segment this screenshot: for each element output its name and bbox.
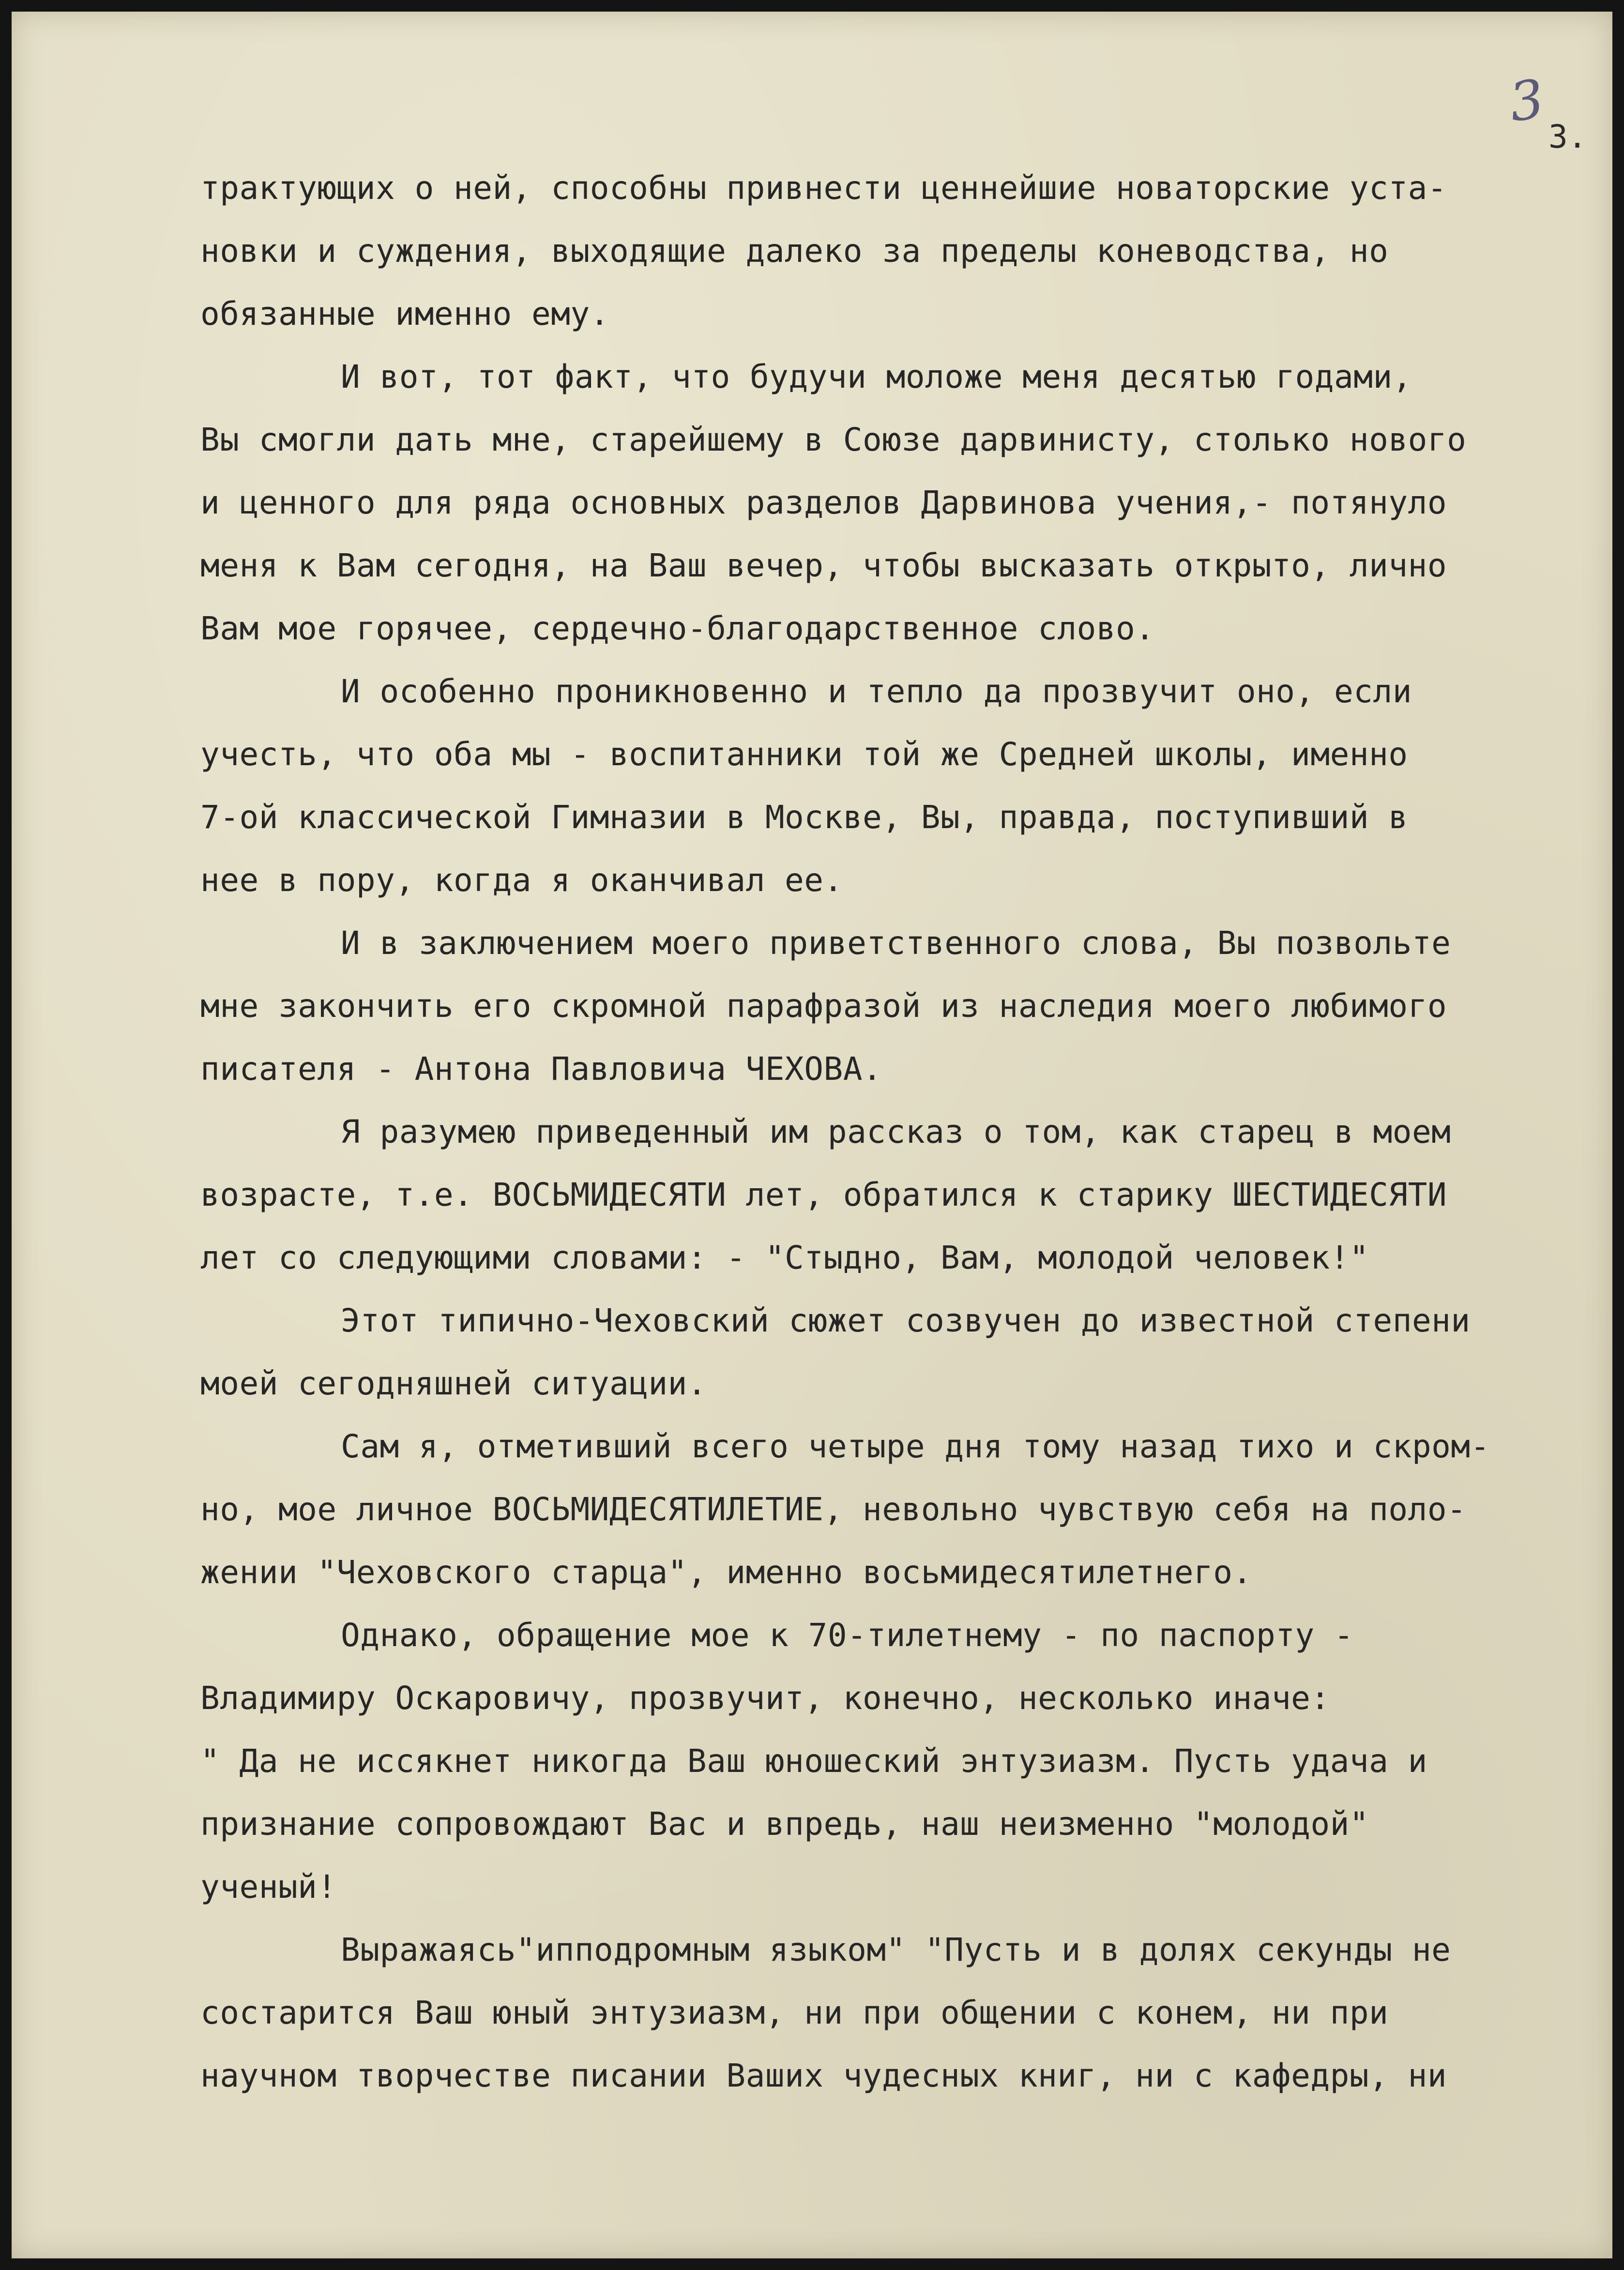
text-line: мне закончить его скромной парафразой из наследия моего любимого bbox=[200, 987, 1447, 1025]
text-line: признание сопровождают Вас и впредь, наш неизменно "молодой" bbox=[200, 1805, 1369, 1843]
body-text bbox=[200, 157, 1604, 2107]
paragraph-start-line: Однако, обращение мое к 70-тилетнему - по паспорту - bbox=[341, 1617, 1354, 1654]
handwritten-folio-number: 3 bbox=[1505, 67, 1548, 134]
text-line: писателя - Антона Павловича ЧЕХОВА. bbox=[200, 1050, 882, 1088]
text-line: Вы смогли дать мне, старейшему в Союзе дарвинисту, столько нового bbox=[200, 421, 1467, 458]
text-line: лет со следующими словами: - "Стыдно, Вам, молодой человек!" bbox=[200, 1239, 1369, 1276]
text-line: " Да не иссякнет никогда Ваш юношеский энтузиазм. Пусть удача и bbox=[200, 1742, 1427, 1780]
text-line: трактующих о ней, способны привнести ценнейшие новаторские уста- bbox=[200, 169, 1447, 207]
paragraph-start-line: И в заключением моего приветственного слова, Вы позвольте bbox=[341, 924, 1451, 962]
text-line: обязанные именно ему. bbox=[200, 295, 609, 333]
paragraph-start-line: Выражаясь"ипподромным языком" "Пусть и в долях секунды не bbox=[341, 1931, 1451, 1968]
text-line: нее в пору, когда я оканчивал ее. bbox=[200, 862, 843, 899]
paragraph-start-line: Сам я, отметивший всего четыре дня тому назад тихо и скром- bbox=[341, 1428, 1490, 1465]
text-line: Владимиру Оскаровичу, прозвучит, конечно, несколько иначе: bbox=[200, 1680, 1330, 1717]
text-line: Вам мое горячее, сердечно-благодарственное слово. bbox=[200, 610, 1155, 647]
text-line: моей сегодняшней ситуации. bbox=[200, 1365, 707, 1402]
text-line: новки и суждения, выходящие далеко за пределы коневодства, но bbox=[200, 232, 1389, 270]
text-line: и ценного для ряда основных разделов Дарвинова учения,- потянуло bbox=[200, 484, 1447, 521]
paragraph-start-line: Я разумею приведенный им рассказ о том, как старец в моем bbox=[341, 1113, 1451, 1150]
text-line: возрасте, т.е. ВОСЬМИДЕСЯТИ лет, обратился к старику ШЕСТИДЕСЯТИ bbox=[200, 1176, 1447, 1213]
paragraph-start-line: Этот типично-Чеховский сюжет созвучен до известной степени bbox=[341, 1302, 1471, 1339]
text-line: учесть, что оба мы - воспитанники той же Средней школы, именно bbox=[200, 736, 1408, 773]
typewritten-page bbox=[12, 12, 1612, 2258]
paragraph-start-line: И особенно проникновенно и тепло да прозвучит оно, если bbox=[341, 673, 1412, 710]
page-number: 3. bbox=[1548, 118, 1587, 155]
text-line: но, мое личное ВОСЬМИДЕСЯТИЛЕТИЕ, невольно чувствую себя на поло- bbox=[200, 1491, 1467, 1528]
text-line: ученый! bbox=[200, 1868, 337, 1906]
paragraph-start-line: И вот, тот факт, что будучи моложе меня десятью годами, bbox=[341, 358, 1412, 395]
text-line: 7-ой классической Гимназии в Москве, Вы, правда, поступивший в bbox=[200, 799, 1408, 836]
text-line: научном творчестве писании Ваших чудесных книг, ни с кафедры, ни bbox=[200, 2057, 1447, 2094]
text-line: жении "Чеховского старца", именно восьмидесятилетнего. bbox=[200, 1554, 1252, 1591]
text-line: состарится Ваш юный энтузиазм, ни при общении с конем, ни при bbox=[200, 1994, 1389, 2031]
text-line: меня к Вам сегодня, на Ваш вечер, чтобы высказать открыто, лично bbox=[200, 547, 1447, 584]
